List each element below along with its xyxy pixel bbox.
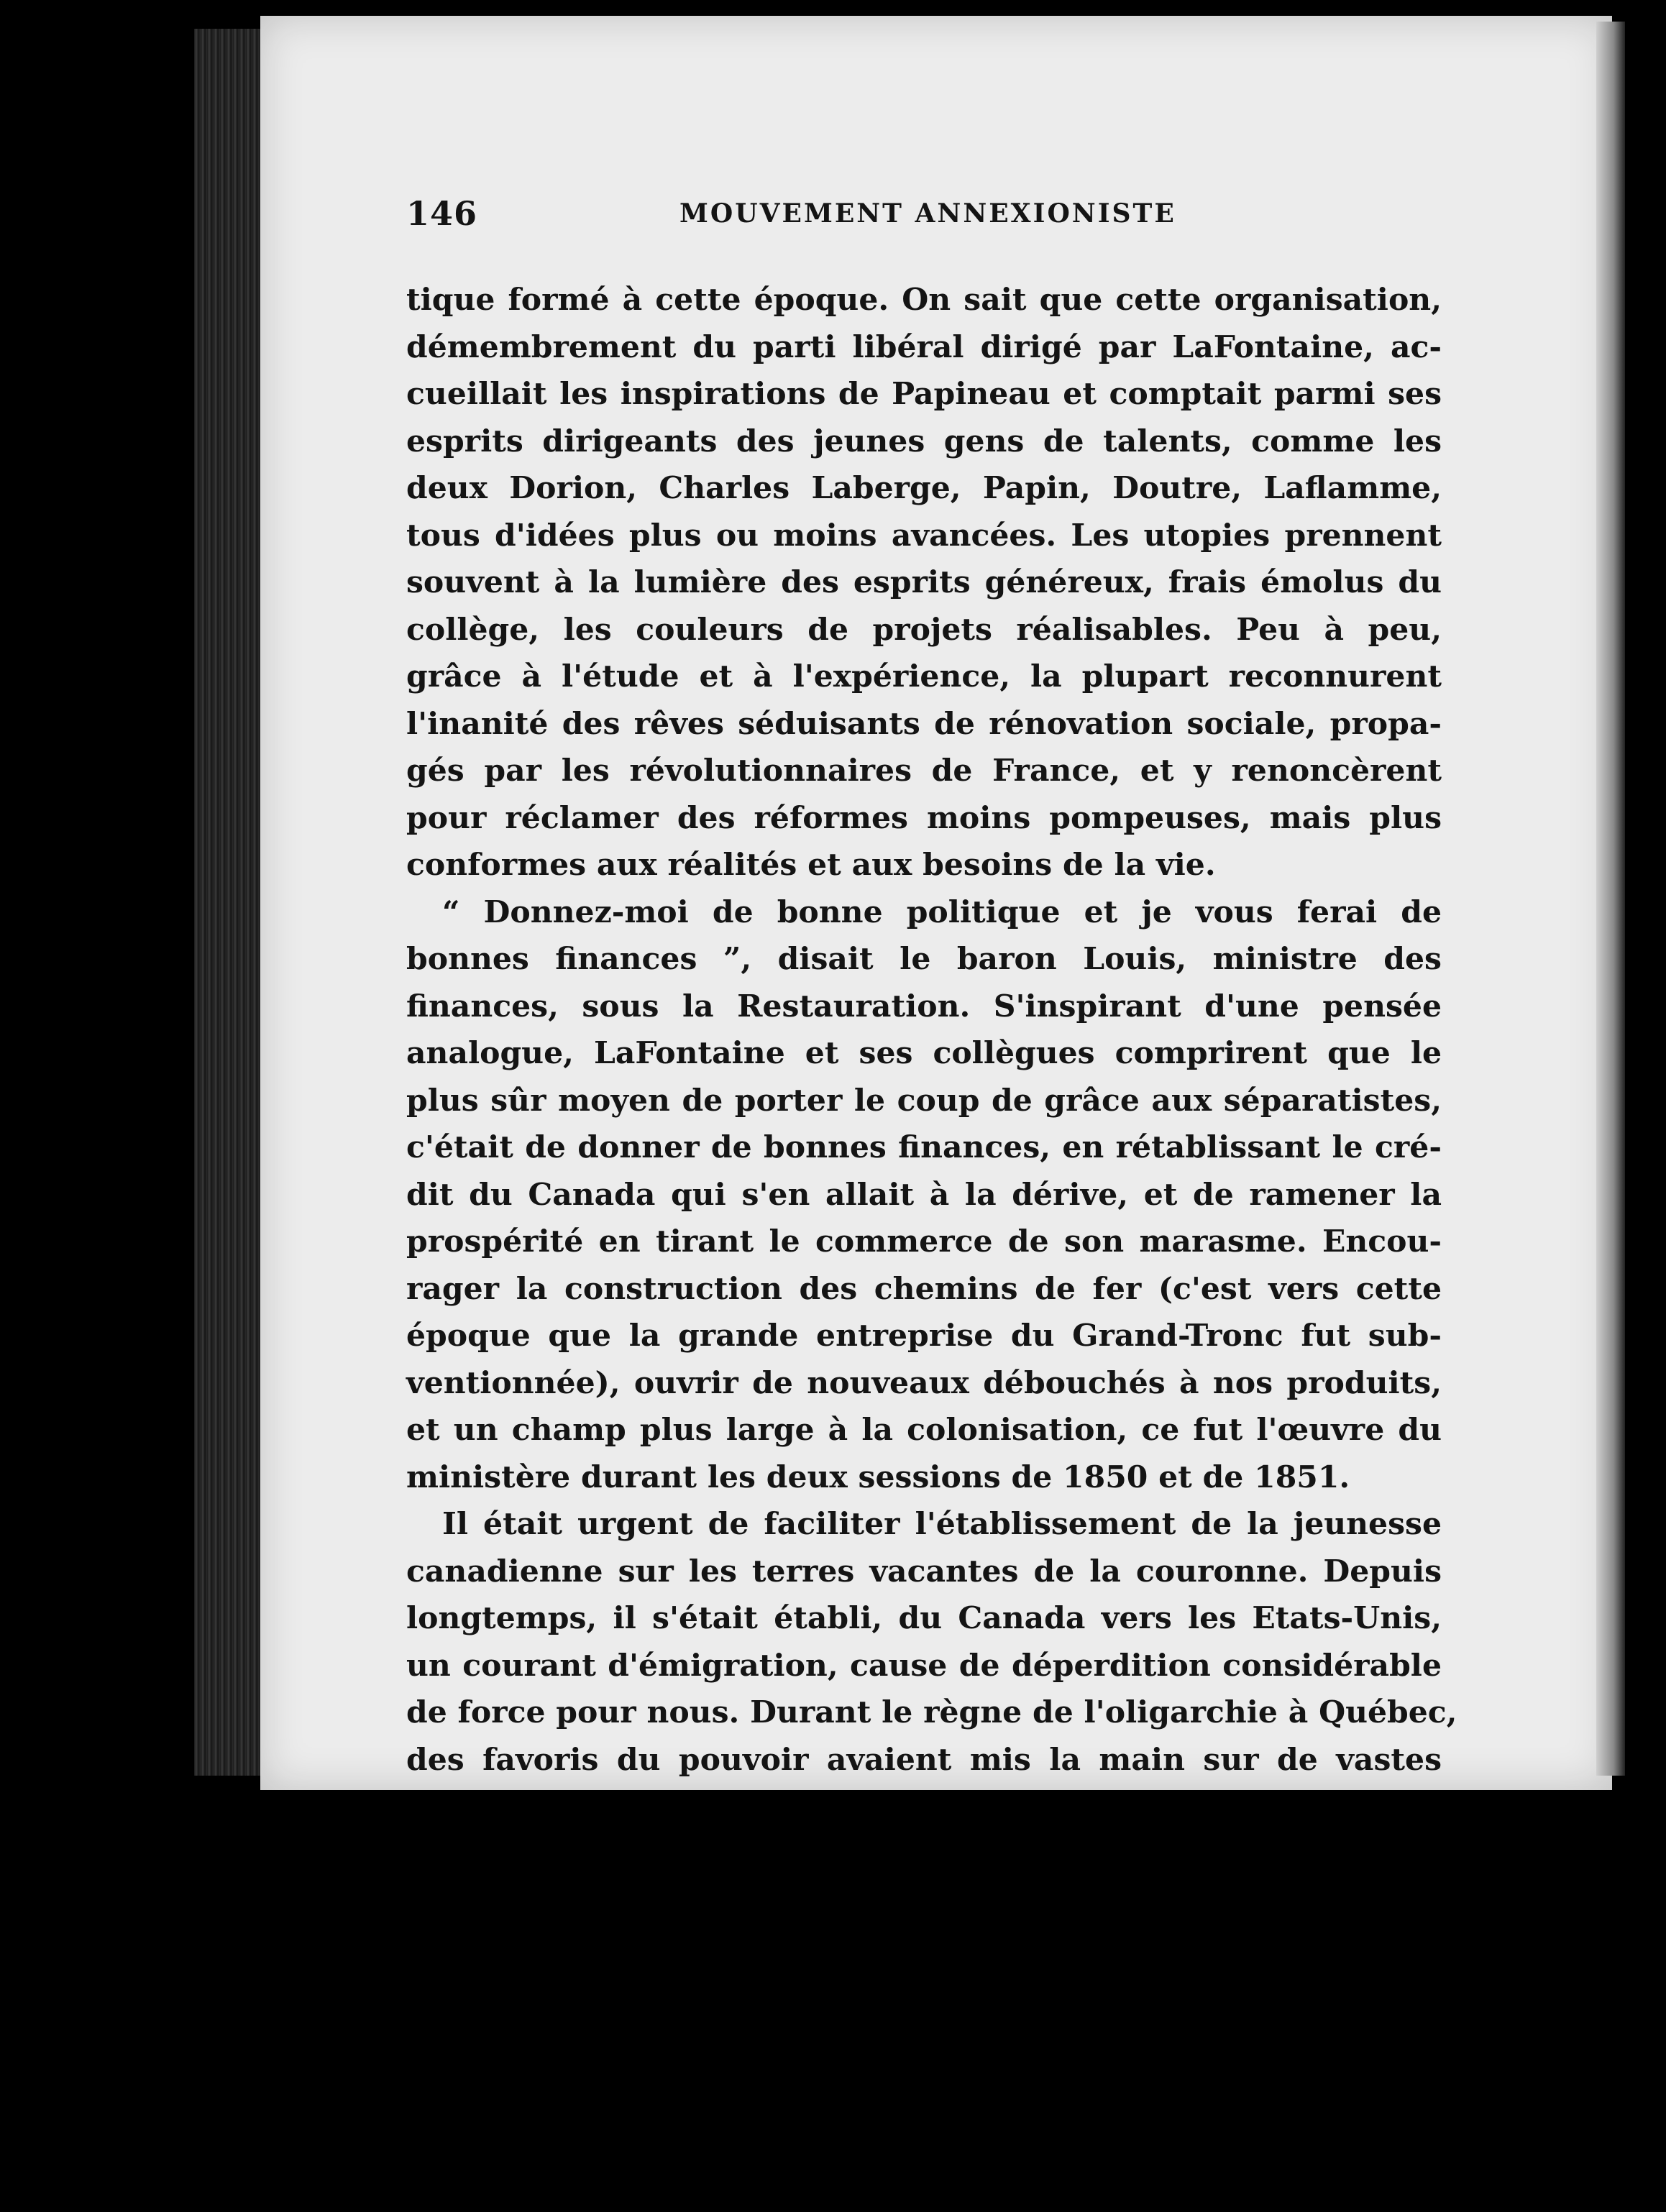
text-line: conformes aux réalités et aux besoins de la vie.	[406, 847, 1216, 883]
text-line: longtemps, il s'était établi, du Canada vers les Etats-Unis,	[406, 1600, 1442, 1636]
text-line: dit du Canada qui s'en allait à la dérive, et de ramener la	[406, 1176, 1442, 1213]
text-line: rager la construction des chemins de fer (c'est vers cette	[406, 1270, 1442, 1307]
text-line: ventionnée), ouvrir de nouveaux débouchés à nos produits,	[406, 1364, 1442, 1401]
text-line: pour réclamer des réformes moins pompeuses, mais plus	[406, 799, 1442, 836]
text-line: démembrement du parti libéral dirigé par LaFontaine, ac-	[406, 329, 1442, 365]
text-line: bonnes finances ”, disait le baron Louis, ministre des	[406, 941, 1442, 977]
text-line: analogue, LaFontaine et ses collègues comprirent que le	[406, 1035, 1442, 1071]
text-line: et un champ plus large à la colonisation, ce fut l'œuvre du	[406, 1412, 1442, 1448]
text-line: gés par les révolutionnaires de France, et y renoncèrent	[406, 753, 1442, 789]
text-line: plus sûr moyen de porter le coup de grâce aux séparatistes,	[406, 1082, 1442, 1119]
text-line: “ Donnez-moi de bonne politique et je vous ferai de	[442, 894, 1442, 930]
text-line: tique formé à cette époque. On sait que cette organisation,	[406, 282, 1442, 318]
book-right-edge	[1596, 22, 1625, 1776]
text-line: souvent à la lumière des esprits généreux, frais émolus du	[406, 564, 1442, 600]
running-title: MOUVEMENT ANNEXIONISTE	[679, 198, 1176, 229]
text-line: c'était de donner de bonnes finances, en rétablissant le cré-	[406, 1129, 1442, 1165]
text-line: tous d'idées plus ou moins avancées. Les utopies prennent	[406, 517, 1442, 554]
text-line: cueillait les inspirations de Papineau et comptait parmi ses	[406, 376, 1442, 412]
text-line: grâce à l'étude et à l'expérience, la plupart reconnurent	[406, 658, 1442, 694]
text-line: Il était urgent de faciliter l'établissement de la jeunesse	[442, 1506, 1442, 1542]
page-number: 146	[406, 194, 478, 233]
text-line: ministère durant les deux sessions de 1850 et de 1851.	[406, 1459, 1350, 1495]
text-line: des favoris du pouvoir avaient mis la main sur de vastes	[406, 1741, 1442, 1778]
text-line: époque que la grande entreprise du Grand-Tronc fut sub-	[406, 1318, 1442, 1354]
text-line: finances, sous la Restauration. S'inspirant d'une pensée	[406, 988, 1442, 1024]
text-line: prospérité en tirant le commerce de son marasme. Encou-	[406, 1224, 1442, 1259]
text-line: deux Dorion, Charles Laberge, Papin, Doutre, Laflamme,	[406, 470, 1442, 506]
text-line: canadienne sur les terres vacantes de la couronne. Depuis	[406, 1553, 1442, 1589]
text-line: un courant d'émigration, cause de déperdition considérable	[406, 1647, 1442, 1684]
text-line: esprits dirigeants des jeunes gens de talents, comme les	[406, 423, 1442, 459]
page-header	[406, 194, 1442, 244]
text-line: de force pour nous. Durant le règne de l'oligarchie à Québec,	[406, 1694, 1457, 1730]
book-page-edges	[194, 29, 266, 1776]
text-line: l'inanité des rêves séduisants de rénovation sociale, propa-	[406, 705, 1442, 742]
body-text	[406, 277, 1457, 1784]
text-line: collège, les couleurs de projets réalisables. Peu à peu,	[406, 611, 1442, 648]
